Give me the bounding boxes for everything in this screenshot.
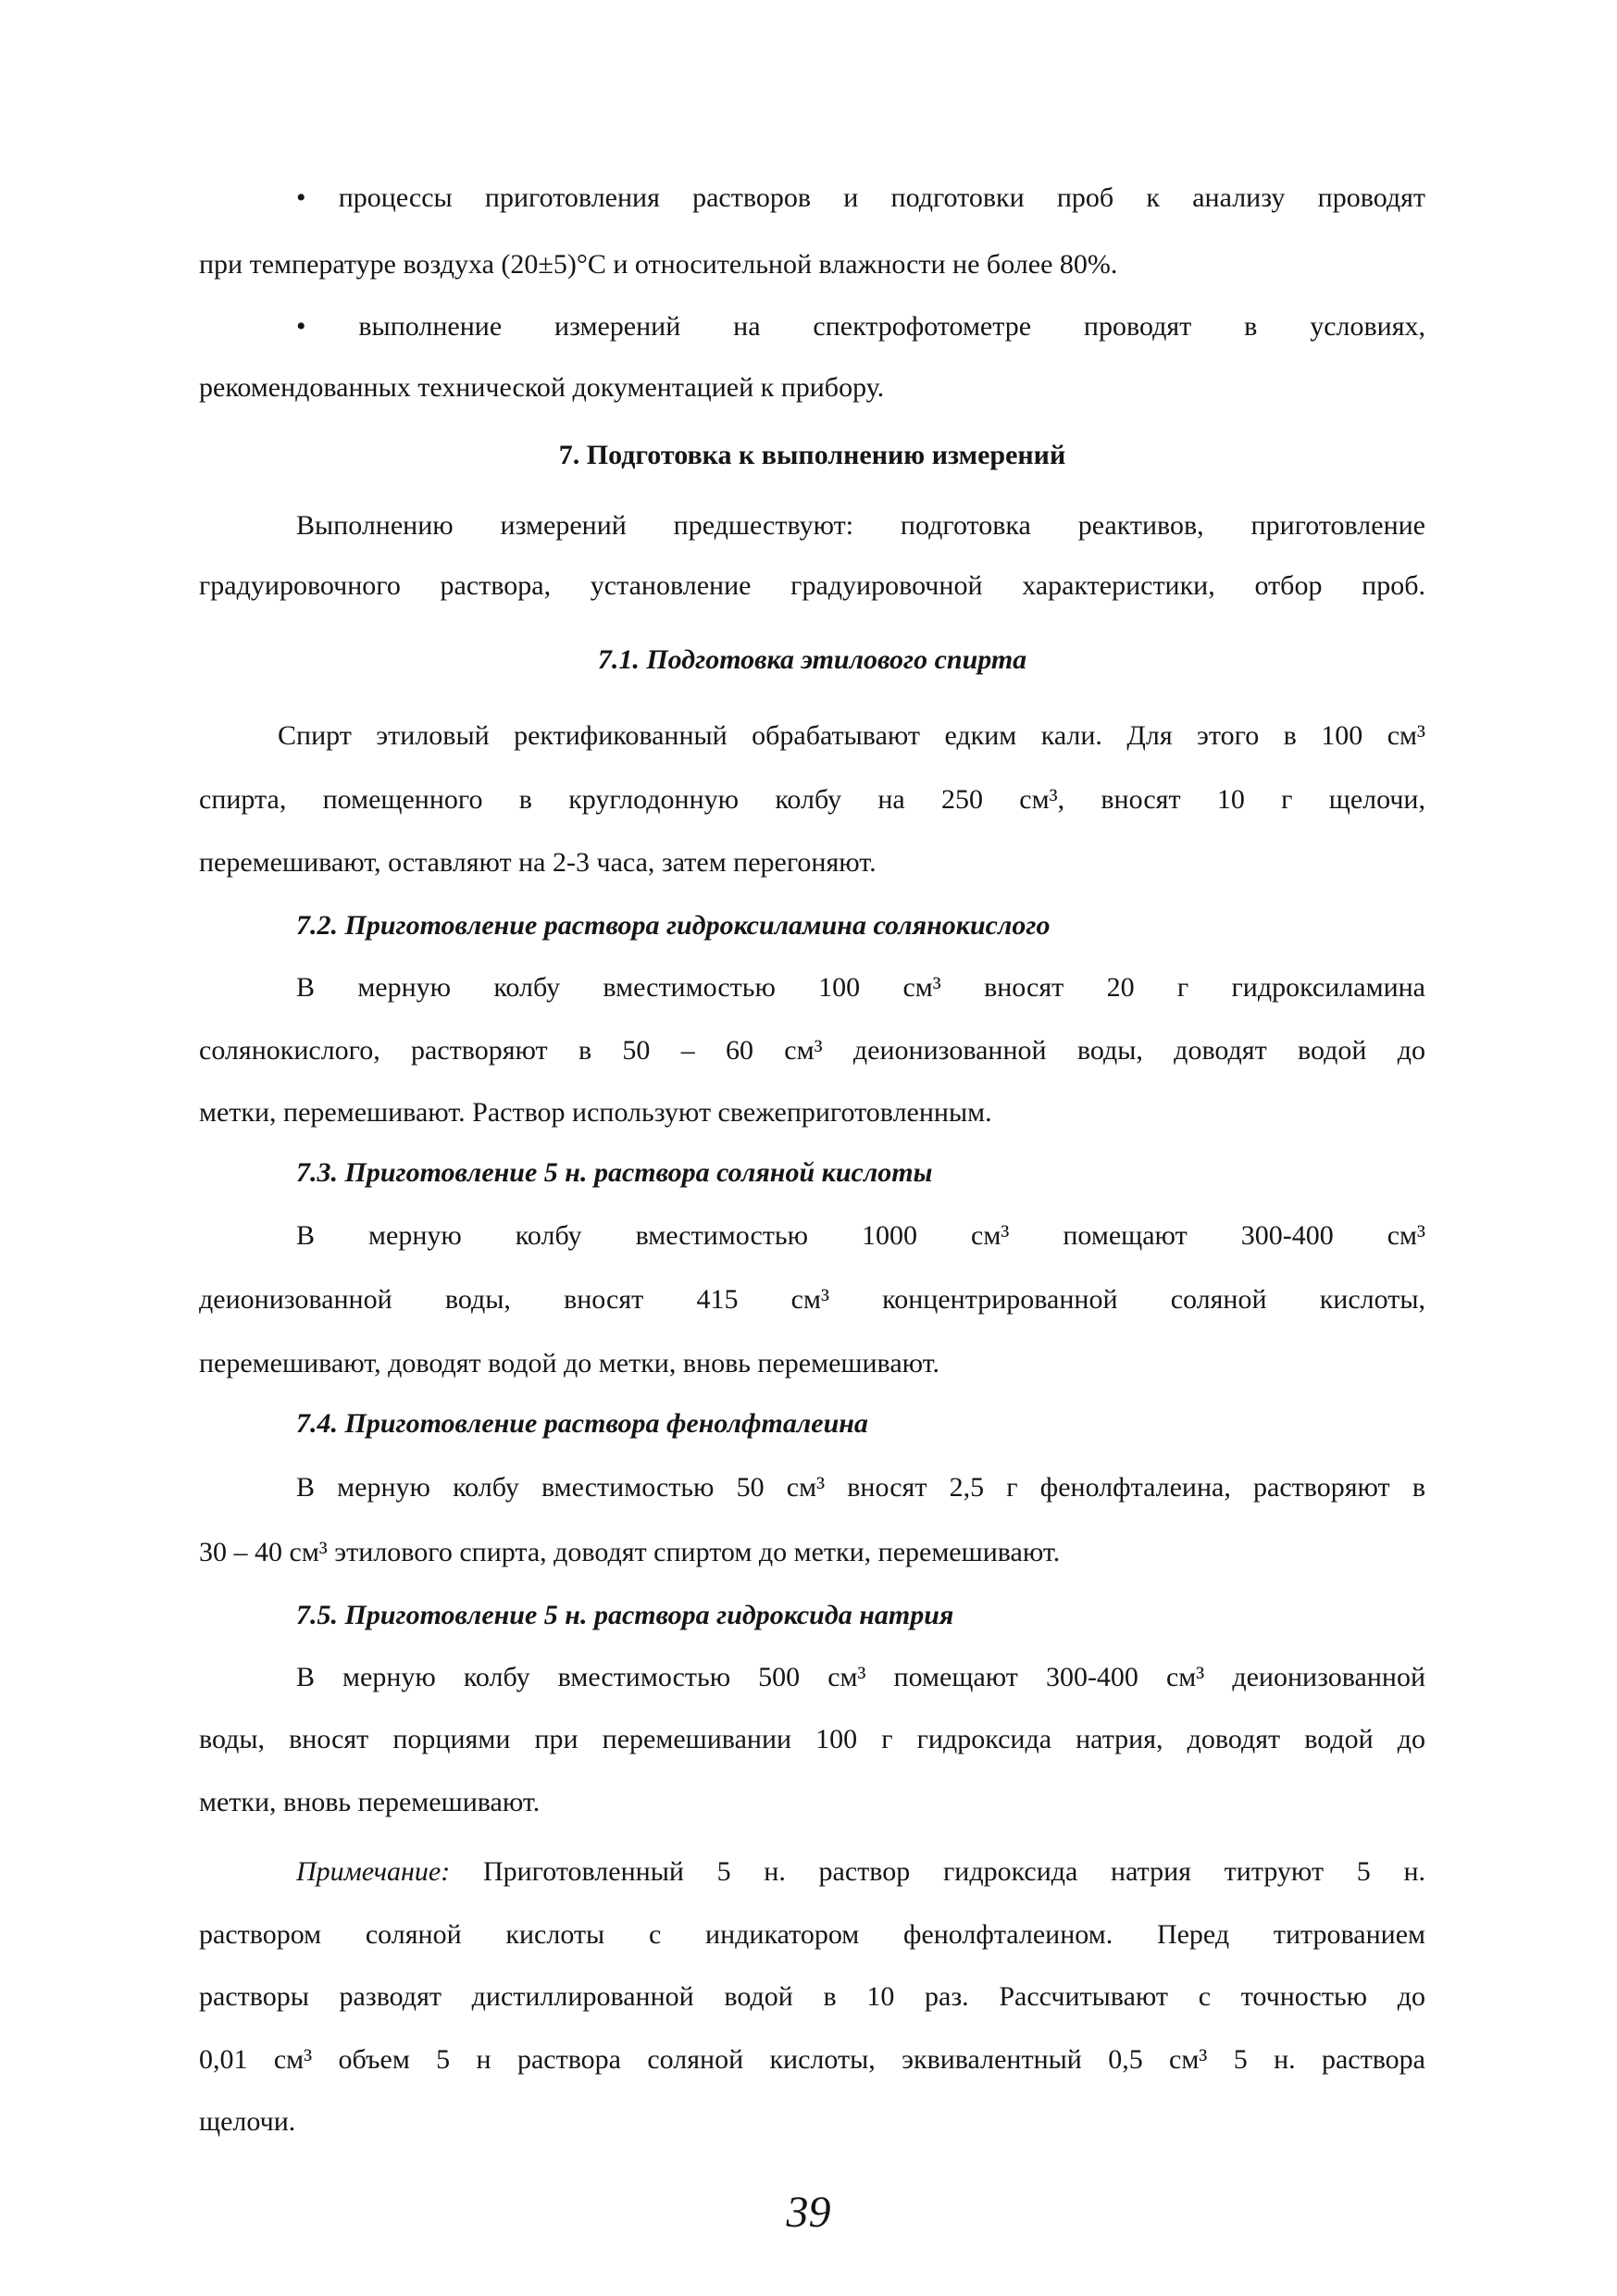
note-line-5: щелочи. bbox=[199, 2106, 296, 2137]
section-7-text-line-1: Выполнению измерений предшествуют: подготовка реактивов, приготовление bbox=[296, 510, 1425, 541]
section-7-5-line-3: метки, вновь перемешивают. bbox=[199, 1787, 541, 1817]
note-line-2: раствором соляной кислоты с индикатором фенолфталеином. Перед титрованием bbox=[199, 1919, 1425, 1950]
section-7-text-line-2: градуировочного раствора, установление градуировочной характеристики, отбор проб. bbox=[199, 570, 1425, 601]
section-7-3-line-1: В мерную колбу вместимостью 1000 см³ помещают 300-400 см³ bbox=[296, 1220, 1425, 1251]
section-7-1-heading: 7.1. Подготовка этилового спирта bbox=[597, 644, 1027, 675]
bullet-2-line-1: • выполнение измерений на спектрофотометре проводят в условиях, bbox=[296, 311, 1425, 342]
bullet-1-line-1: • процессы приготовления растворов и подготовки проб к анализу проводят bbox=[296, 182, 1425, 213]
section-7-2-heading: 7.2. Приготовление раствора гидроксиламина солянокислого bbox=[296, 910, 1051, 941]
section-7-1-line-3: перемешивают, оставляют на 2-3 часа, затем перегоняют. bbox=[199, 847, 877, 878]
section-7-2-line-1: В мерную колбу вместимостью 100 см³ вносят 20 г гидроксиламина bbox=[296, 972, 1425, 1003]
section-7-4-heading: 7.4. Приготовление раствора фенолфталеина bbox=[296, 1408, 868, 1439]
section-7-3-heading: 7.3. Приготовление 5 н. раствора соляной кислоты bbox=[296, 1157, 933, 1188]
note-line-1 bbox=[296, 1844, 1425, 1900]
section-7-1-line-2: спирта, помещенного в круглодонную колбу на 250 см³, вносят 10 г щелочи, bbox=[199, 784, 1425, 815]
note-line-4: 0,01 см³ объем 5 н раствора соляной кислоты, эквивалентный 0,5 см³ 5 н. раствора bbox=[199, 2044, 1425, 2075]
note-label: Примечание: bbox=[296, 1856, 451, 1887]
section-7-3-line-3: перемешивают, доводят водой до метки, вновь перемешивают. bbox=[199, 1348, 940, 1379]
section-7-4-line-2: 30 – 40 см³ этилового спирта, доводят спиртом до метки, перемешивают. bbox=[199, 1537, 1061, 1567]
section-7-5-line-1: В мерную колбу вместимостью 500 см³ помещают 300-400 см³ деионизованной bbox=[296, 1662, 1425, 1692]
page-number: 39 bbox=[786, 2188, 831, 2237]
section-7-2-line-3: метки, перемешивают. Раствор используют свежеприготовленным. bbox=[199, 1097, 992, 1128]
bullet-2-line-2: рекомендованных технической документацией к прибору. bbox=[199, 372, 885, 403]
section-7-5-line-2: воды, вносят порциями при перемешивании 100 г гидроксида натрия, доводят водой до bbox=[199, 1724, 1425, 1754]
section-7-2-line-2: солянокислого, растворяют в 50 – 60 см³ деионизованной воды, доводят водой до bbox=[199, 1035, 1425, 1066]
section-7-heading: 7. Подготовка к выполнению измерений bbox=[558, 440, 1066, 470]
note-line-3: растворы разводят дистиллированной водой в 10 раз. Рассчитывают с точностью до bbox=[199, 1981, 1425, 2012]
section-7-5-heading: 7.5. Приготовление 5 н. раствора гидроксида натрия bbox=[296, 1600, 954, 1630]
note-line-1-text: Приготовленный 5 н. раствор гидроксида натрия титруют 5 н. bbox=[482, 1856, 1425, 1887]
section-7-1-line-1: Спирт этиловый ректификованный обрабатывают едким кали. Для этого в 100 см³ bbox=[278, 720, 1425, 751]
section-7-4-line-1: В мерную колбу вместимостью 50 см³ вносят 2,5 г фенолфталеина, растворяют в bbox=[296, 1472, 1425, 1503]
bullet-1-line-2: при температуре воздуха (20±5)°С и относительной влажности не более 80%. bbox=[199, 249, 1118, 280]
section-7-3-line-2: деионизованной воды, вносят 415 см³ концентрированной соляной кислоты, bbox=[199, 1284, 1425, 1315]
